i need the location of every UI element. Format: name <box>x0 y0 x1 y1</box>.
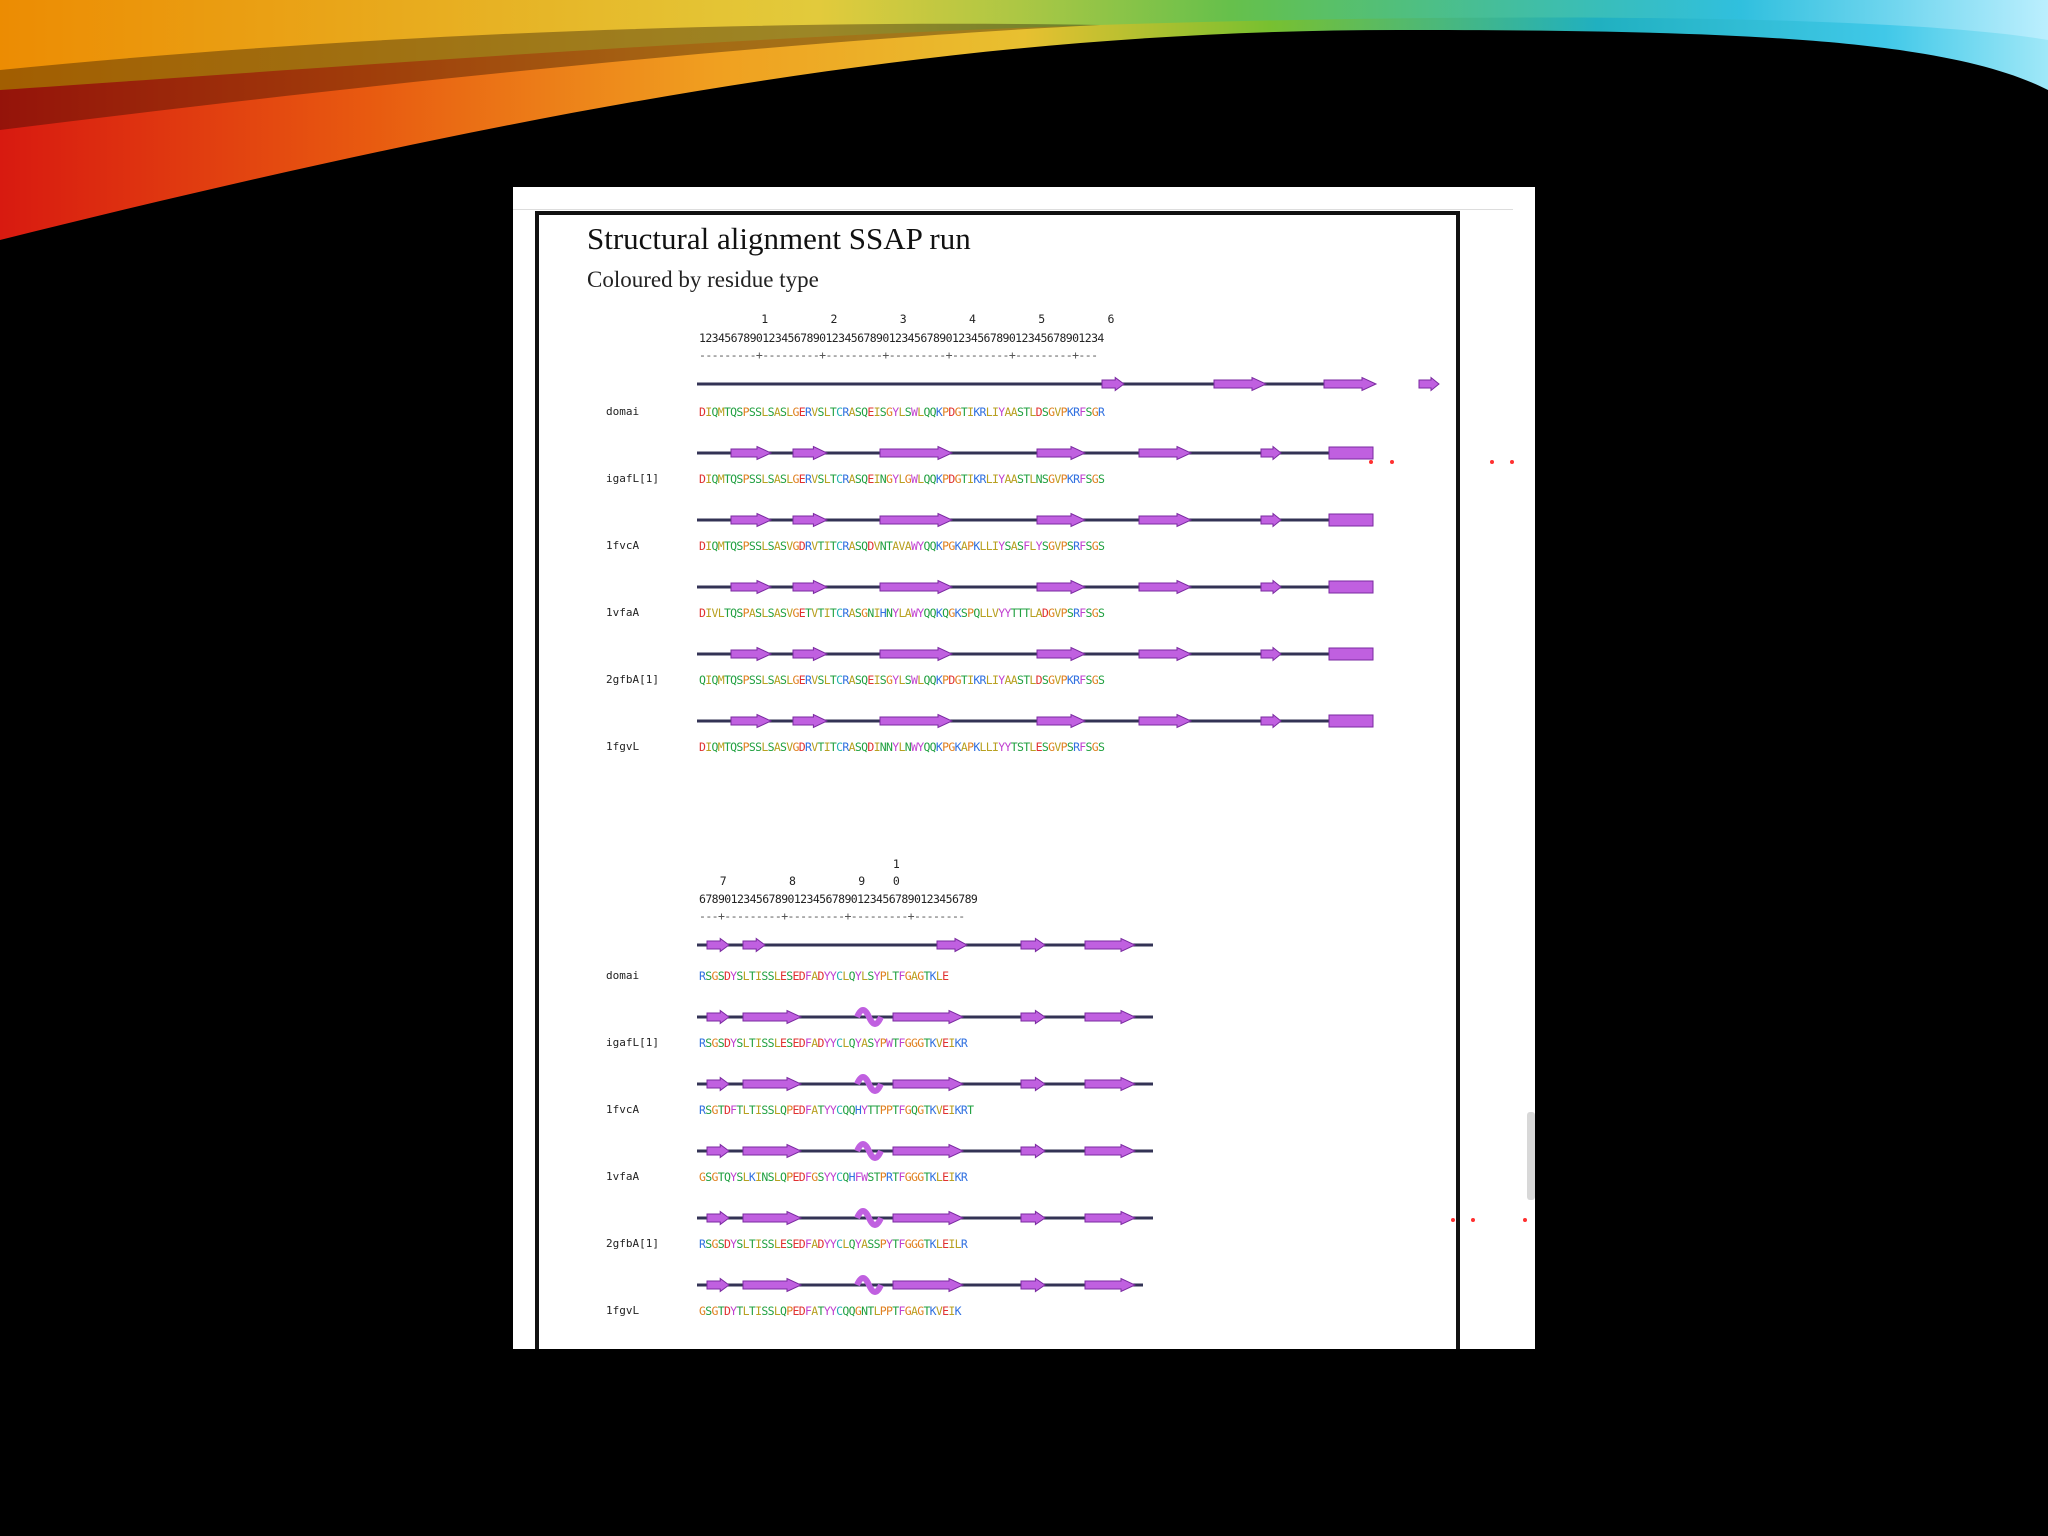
strand-arrow <box>880 447 952 460</box>
sequence-label: 1fgvL <box>606 1304 640 1317</box>
sequence-label: domai <box>606 969 640 982</box>
strand-arrow <box>707 1078 729 1091</box>
sequence-label: 2gfbA[1] <box>606 673 659 686</box>
sequence-residues: DIVLTQSPASLSASVGETVTITCRASGNIHNYLAWYQQKQGKSPQLLVYYTTTLADGVPSRFSGS <box>699 606 1105 620</box>
strand-arrow <box>1261 715 1281 728</box>
strand-arrow <box>707 939 729 952</box>
strand-arrow <box>880 581 952 594</box>
equivalence-marker <box>1523 1218 1527 1222</box>
strand-arrow <box>731 514 771 527</box>
scrollbar[interactable] <box>1527 1112 1535 1200</box>
sequence-label: igafL[1] <box>606 472 659 485</box>
strand-arrow <box>793 581 827 594</box>
strand-arrow <box>1102 378 1124 391</box>
sequence-label: 1fvcA <box>606 1103 640 1116</box>
ruler-ones-block2: 67890123456789012345678901234567890123456789 <box>699 892 978 906</box>
sequence-residues: GSGTDYTLTISSLQPEDFATYYCQQGNTLPPTFGAGTKVEIK <box>699 1304 961 1318</box>
sequence-label: 2gfbA[1] <box>606 1237 659 1250</box>
strand-arrow <box>731 447 771 460</box>
strand-block <box>1329 715 1373 727</box>
strand-arrow <box>743 1212 801 1225</box>
strand-arrow <box>731 648 771 661</box>
strand-arrow <box>793 514 827 527</box>
sequence-residues: GSGTQYSLKINSLQPEDFGSYYCQHFWSTPRTFGGGTKLEIKR <box>699 1170 968 1184</box>
strand-arrow <box>1261 514 1281 527</box>
equivalence-marker <box>1471 1218 1475 1222</box>
strand-arrow <box>1419 378 1439 391</box>
strand-arrow <box>731 581 771 594</box>
strand-arrow <box>1021 939 1045 952</box>
page-subtitle: Coloured by residue type <box>587 267 819 292</box>
equivalence-marker <box>1510 460 1514 464</box>
strand-arrow <box>707 1212 729 1225</box>
strand-arrow <box>880 514 952 527</box>
strand-arrow <box>893 1279 963 1292</box>
strand-block <box>1329 447 1373 459</box>
strand-arrow <box>1261 447 1281 460</box>
strand-arrow <box>893 1011 963 1024</box>
strand-arrow <box>1037 648 1085 661</box>
strand-arrow <box>1021 1212 1045 1225</box>
strand-arrow <box>707 1011 729 1024</box>
strand-arrow <box>707 1279 729 1292</box>
strand-arrow <box>1324 378 1376 391</box>
ruler-ticks-block2: ---+---------+---------+---------+-------- <box>699 909 965 923</box>
sequence-residues: DIQMTQSPSSLSASVGDRVTITCRASQDINNYLNWYQQKPGKAPKLLIYYTSTLESGVPSRFSGS <box>699 740 1105 754</box>
sequence-residues: RSGSDYSLTISSLESEDFADYYCLQYASSPYTFGGGTKLEILR <box>699 1237 968 1251</box>
sequence-label: domai <box>606 405 640 418</box>
ruler-ones-block1: 1234567890123456789012345678901234567890123456789012345678901234 <box>699 331 1104 345</box>
strand-arrow <box>793 447 827 460</box>
sequence-residues: RSGSDYSLTISSLESEDFADYYCLQYLSYPLTFGAGTKLE <box>699 969 949 983</box>
strand-arrow <box>1021 1145 1045 1158</box>
sequence-residues: DIQMTQSPSSLSASLGERVSLTCRASQEINGYLGWLQQKPDGTIKRLIYAASTLNSGVPKRFSGS <box>699 472 1105 486</box>
topology-diagrams-block1 <box>513 187 1535 1349</box>
sequence-label: 1vfaA <box>606 606 640 619</box>
strand-arrow <box>1085 939 1135 952</box>
sequence-residues: DIQMTQSPSSLSASLGERVSLTCRASQEISGYLSWLQQKPDGTIKRLIYAASTLDSGVPKRFSGR <box>699 405 1105 419</box>
sequence-residues: RSGSDYSLTISSLESEDFADYYCLQYASYPWTFGGGTKVEIKR <box>699 1036 968 1050</box>
sequence-label: igafL[1] <box>606 1036 659 1049</box>
strand-arrow <box>880 648 952 661</box>
equivalence-marker <box>1390 460 1394 464</box>
strand-arrow <box>1021 1078 1045 1091</box>
strand-arrow <box>743 1145 801 1158</box>
ruler-tens-block2: 7 8 9 0 <box>699 874 900 888</box>
strand-arrow <box>1261 648 1281 661</box>
strand-block <box>1329 514 1373 526</box>
equivalence-marker <box>1369 460 1373 464</box>
strand-arrow <box>893 1145 963 1158</box>
strand-arrow <box>743 1011 801 1024</box>
sequence-residues: RSGTDFTLTISSLQPEDFATYYCQQHYTTPPTFGQGTKVEIKRT <box>699 1103 974 1117</box>
strand-arrow <box>731 715 771 728</box>
ruler-hundreds-block2: 1 <box>699 857 900 871</box>
page-title: Structural alignment SSAP run <box>587 221 971 256</box>
strand-arrow <box>893 1212 963 1225</box>
strand-arrow <box>1037 514 1085 527</box>
strand-arrow <box>1139 581 1191 594</box>
strand-arrow <box>793 715 827 728</box>
strand-arrow <box>1085 1078 1135 1091</box>
sequence-label: 1fgvL <box>606 740 640 753</box>
strand-arrow <box>1037 715 1085 728</box>
strand-arrow <box>880 715 952 728</box>
strand-arrow <box>937 939 967 952</box>
strand-arrow <box>893 1078 963 1091</box>
sequence-label: 1vfaA <box>606 1170 640 1183</box>
strand-arrow <box>1261 581 1281 594</box>
strand-block <box>1329 581 1373 593</box>
ruler-ticks-block1: ---------+---------+---------+---------+---------+---------+--- <box>699 348 1098 362</box>
strand-arrow <box>1214 378 1266 391</box>
sequence-residues: QIQMTQSPSSLSASLGERVSLTCRASQEISGYLSWLQQKPDGTIKRLIYAASTLDSGVPKRFSGS <box>699 673 1105 687</box>
strand-arrow <box>1139 447 1191 460</box>
strand-arrow <box>1037 447 1085 460</box>
equivalence-marker <box>1451 1218 1455 1222</box>
strand-block <box>1329 648 1373 660</box>
strand-arrow <box>1085 1279 1135 1292</box>
alignment-figure-panel <box>513 187 1535 1349</box>
strand-arrow <box>1085 1145 1135 1158</box>
strand-arrow <box>793 648 827 661</box>
strand-arrow <box>1085 1011 1135 1024</box>
strand-arrow <box>743 1279 801 1292</box>
equivalence-marker <box>1490 460 1494 464</box>
strand-arrow <box>1037 581 1085 594</box>
strand-arrow <box>743 1078 801 1091</box>
strand-arrow <box>1139 648 1191 661</box>
strand-arrow <box>1021 1279 1045 1292</box>
strand-arrow <box>1021 1011 1045 1024</box>
strand-arrow <box>1139 715 1191 728</box>
strand-arrow <box>707 1145 729 1158</box>
sequence-label: 1fvcA <box>606 539 640 552</box>
strand-arrow <box>743 939 765 952</box>
strand-arrow <box>1085 1212 1135 1225</box>
sequence-residues: DIQMTQSPSSLSASVGDRVTITCRASQDVNTAVAWYQQKPGKAPKLLIYSASFLYSGVPSRFSGS <box>699 539 1105 553</box>
ruler-tens-block1: 1 2 3 4 5 6 <box>699 312 1115 326</box>
strand-arrow <box>1139 514 1191 527</box>
